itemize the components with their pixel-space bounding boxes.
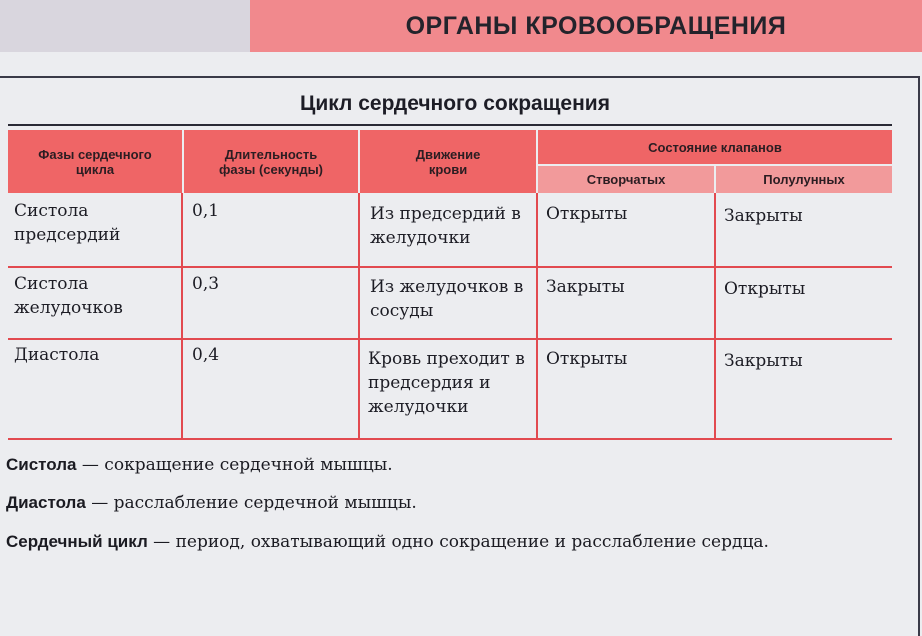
definition-text: — расслабление сердечной мышцы. xyxy=(91,493,417,513)
table-title: Цикл сердечного сокращения xyxy=(300,92,610,115)
header-movement: Движение крови xyxy=(360,130,536,193)
table-cell-semilunar: Закрыты xyxy=(724,351,803,371)
header-semilunar-valves: Полулунных xyxy=(716,166,892,193)
header-leaflet-valves: Створчатых xyxy=(538,166,714,193)
table-cell-duration: 0,4 xyxy=(192,345,220,365)
table-cell-duration: 0,1 xyxy=(192,201,220,221)
table-cell-phase: Систола желудочков xyxy=(14,274,123,318)
title-rule xyxy=(8,124,892,126)
header-phase: Фазы сердечного цикла xyxy=(8,130,182,193)
table-cell-duration: 0,3 xyxy=(192,274,220,294)
column-divider-2 xyxy=(358,193,360,438)
table-cell-leaflet: Закрыты xyxy=(546,277,625,297)
definition-term: Диастола xyxy=(6,493,86,512)
table-cell-movement: Из желудочков в сосуды xyxy=(370,277,524,321)
table-cell-phase: Диастола xyxy=(14,345,100,365)
table-cell-leaflet: Открыты xyxy=(546,204,628,224)
table-bottom-rule xyxy=(8,438,892,440)
definition-text: — сокращение сердечной мышцы. xyxy=(81,455,393,475)
definition-diastole xyxy=(6,493,417,513)
table-cell-leaflet: Открыты xyxy=(546,349,628,369)
column-divider-4 xyxy=(714,193,716,438)
header-valves: Состояние клапанов xyxy=(538,130,892,164)
definition-cardiac-cycle xyxy=(6,532,769,552)
header-duration: Длительность фазы (секунды) xyxy=(184,130,358,193)
chapter-title: ОРГАНЫ КРОВООБРАЩЕНИЯ xyxy=(405,11,787,40)
table-cell-phase: Систола предсердий xyxy=(14,201,121,245)
table-cell-semilunar: Открыты xyxy=(724,279,806,299)
page-corner-background xyxy=(0,0,250,52)
definition-systole xyxy=(6,455,393,475)
table-cell-semilunar: Закрыты xyxy=(724,206,803,226)
column-divider-1 xyxy=(181,193,183,438)
definition-term: Систола xyxy=(6,455,77,474)
definition-text: — период, охватывающий одно сокращение и расслабление сердца. xyxy=(153,532,769,552)
row-divider-1 xyxy=(8,266,892,268)
definition-term: Сердечный цикл xyxy=(6,532,148,551)
table-cell-movement: Из предсердий в желудочки xyxy=(370,204,521,248)
row-divider-2 xyxy=(8,338,892,340)
column-divider-3 xyxy=(536,193,538,438)
chapter-banner xyxy=(250,0,922,52)
table-cell-movement: Кровь преходит в предсердия и желудочки xyxy=(368,349,525,417)
